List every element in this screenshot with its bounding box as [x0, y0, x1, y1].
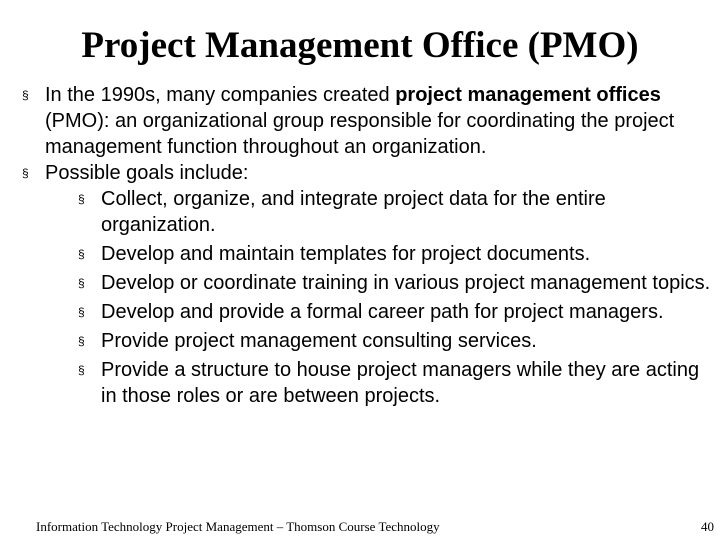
goal-text: Collect, organize, and integrate project data for the entire organization. — [101, 188, 606, 236]
goal-text: Develop or coordinate training in various project management topics. — [101, 272, 711, 294]
goals-sub-list — [45, 186, 712, 409]
pmo-intro-after: (PMO): an organizational group responsible for coordinating the project management function throughout an organization. — [45, 110, 675, 158]
bullet-item-pmo-definition — [22, 82, 712, 160]
goal-text: Develop and maintain templates for project documents. — [101, 243, 591, 265]
goal-text: Provide project management consulting services. — [101, 330, 537, 352]
bullet-icon: § — [22, 166, 29, 180]
goal-item — [78, 299, 712, 325]
pmo-term: project management offices — [395, 84, 661, 106]
pmo-intro-before: In the 1990s, many companies created — [45, 84, 396, 106]
goal-text: Develop and provide a formal career path for project managers. — [101, 301, 664, 323]
goal-item — [78, 241, 712, 267]
goal-item — [78, 186, 712, 238]
slide-title: Project Management Office (PMO) — [81, 25, 639, 66]
pmo-intro-text — [45, 84, 674, 158]
goal-item — [78, 270, 712, 296]
bullet-icon: § — [78, 192, 85, 206]
goal-item — [78, 357, 712, 409]
footer-course-title: Information Technology Project Management – Thomson Course Technology — [36, 519, 440, 534]
bullet-icon: § — [78, 247, 85, 261]
bullet-icon: § — [78, 334, 85, 348]
bullet-icon: § — [22, 88, 29, 102]
goal-item — [78, 328, 712, 354]
goal-text: Provide a structure to house project managers while they are acting in those roles or are between projects. — [101, 359, 700, 407]
bullet-list — [22, 82, 712, 412]
bullet-item-goals — [22, 160, 712, 409]
goals-heading: Possible goals include: — [45, 162, 249, 184]
page-number: 40 — [701, 519, 714, 534]
bullet-icon: § — [78, 305, 85, 319]
bullet-icon: § — [78, 276, 85, 290]
bullet-icon: § — [78, 363, 85, 377]
